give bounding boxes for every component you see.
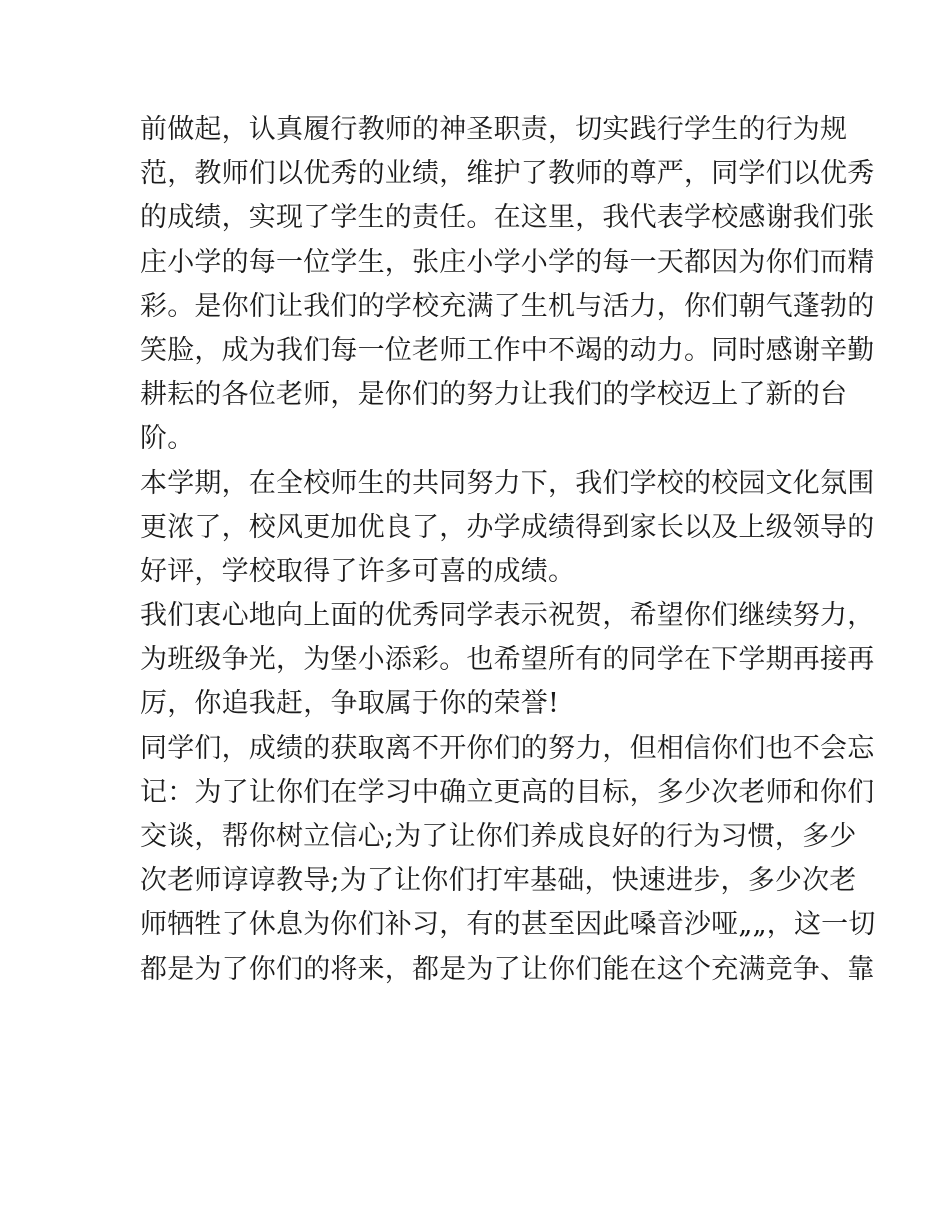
text-line: 笑脸，成为我们每一位老师工作中不竭的动力。同时感谢辛勤 <box>140 334 875 366</box>
text-line: 本学期，在全校师生的共同努力下，我们学校的校园文化氛围 <box>140 467 875 499</box>
text-line: 范，教师们以优秀的业绩，维护了教师的尊严，同学们以优秀 <box>140 158 875 190</box>
text-line: 耕耘的各位老师，是你们的努力让我们的学校迈上了新的台 <box>140 379 848 411</box>
text-line: 记：为了让你们在学习中确立更高的目标，多少次老师和你们 <box>140 776 875 808</box>
document-body <box>140 108 876 992</box>
text-line: 同学们，成绩的获取离不开你们的努力，但相信你们也不会忘 <box>140 732 875 764</box>
text-line: 次老师谆谆教导;为了让你们打牢基础，快速进步，多少次老 <box>140 865 857 897</box>
text-line: 庄小学的每一位学生，张庄小学小学的每一天都因为你们而精 <box>140 246 875 278</box>
text-line: 为班级争光，为堡小添彩。也希望所有的同学在下学期再接再 <box>140 644 875 676</box>
text-line: 更浓了，校风更加优良了，办学成绩得到家长以及上级领导的 <box>140 511 875 543</box>
text-line: 阶。 <box>140 423 195 455</box>
text-line: 好评，学校取得了许多可喜的成绩。 <box>140 555 576 587</box>
text-line: 交谈，帮你树立信心;为了让你们养成良好的行为习惯，多少 <box>140 821 857 852</box>
text-line: 前做起，认真履行教师的神圣职责，切实践行学生的行为规 <box>140 114 848 145</box>
text-line: 的成绩，实现了学生的责任。在这里，我代表学校感谢我们张 <box>140 202 875 234</box>
text-line: 师牺牲了休息为你们补习，有的甚至因此嗓音沙哑„„，这一切 <box>140 909 876 941</box>
text-line: 彩。是你们让我们的学校充满了生机与活力，你们朝气蓬勃的 <box>140 290 875 322</box>
text-line: 都是为了你们的将来，都是为了让你们能在这个充满竞争、靠 <box>140 953 875 985</box>
text-line: 我们衷心地向上面的优秀同学表示祝贺，希望你们继续努力， <box>140 600 875 632</box>
text-line: 厉，你追我赶，争取属于你的荣誉! <box>140 688 560 720</box>
